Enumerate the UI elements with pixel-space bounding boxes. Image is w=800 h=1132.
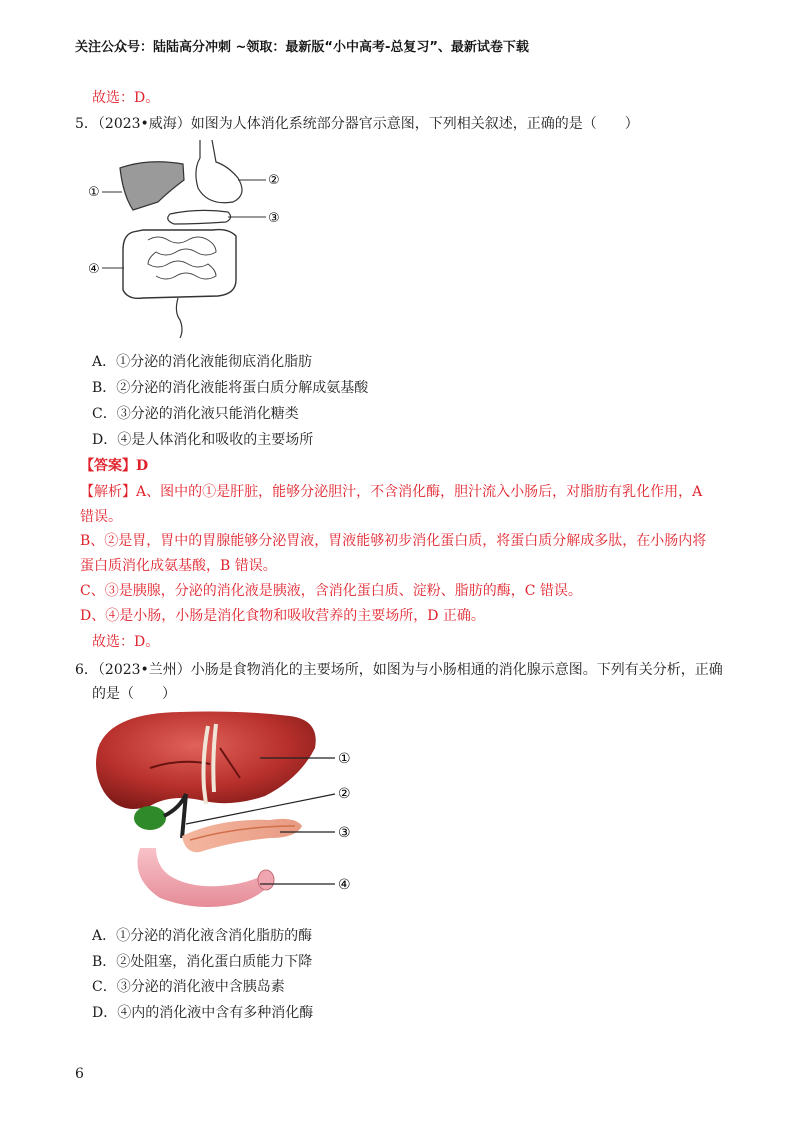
q5-option-c: C．③分泌的消化液只能消化糖类	[92, 406, 299, 422]
q5-analysis-line-3: B、②是胃，胃中的胃腺能够分泌胃液，胃液能够初步消化蛋白质，将蛋白质分解成多肽，在小肠内将	[80, 533, 707, 549]
page-number: 6	[75, 1066, 84, 1082]
fig2-label-4: ④	[338, 877, 351, 893]
liver-shape	[120, 162, 184, 210]
q5-analysis-line-6: D、④是小肠，小肠是消化食物和吸收营养的主要场所，D 正确。	[80, 608, 485, 624]
duodenum-shape	[138, 848, 271, 907]
q6-option-a: A．①分泌的消化液含消化脂肪的酶	[92, 928, 313, 944]
pancreas-shape	[182, 819, 302, 852]
q5-answer: 【答案】D	[80, 458, 149, 474]
fig2-label-2: ②	[338, 786, 351, 802]
q5-option-d: D．④是人体消化和吸收的主要场所	[92, 432, 314, 448]
fig1-label-4: ④	[88, 262, 100, 277]
question-6-stem-line-1: 6．（2023•兰州）小肠是食物消化的主要场所，如图为与小肠相通的消化腺示意图。下列有关分析，正确	[75, 662, 723, 678]
q5-conclusion: 故选：D。	[92, 634, 160, 650]
fig2-label-1: ①	[338, 751, 351, 767]
fig1-label-3: ③	[268, 211, 280, 226]
small-intestine-shape	[148, 237, 216, 279]
fig2-label-3: ③	[338, 825, 351, 841]
q6-option-c: C．③分泌的消化液中含胰岛素	[92, 979, 285, 995]
fig1-label-2: ②	[268, 173, 280, 188]
digestive-glands-figure	[90, 708, 370, 918]
q5-analysis-line-2: 错误。	[80, 509, 122, 525]
gallbladder-shape	[134, 806, 166, 830]
stomach-shape	[196, 140, 242, 203]
question-6-stem-line-2: 的是（ ）	[92, 686, 176, 702]
q5-analysis-line-5: C、③是胰腺，分泌的消化液是胰液，含消化蛋白质、淀粉、脂肪的酶，C 错误。	[80, 583, 582, 599]
large-intestine-shape	[123, 230, 236, 299]
q5-analysis-line-4: 蛋白质消化成氨基酸，B 错误。	[80, 558, 277, 574]
q5-option-a: A．①分泌的消化液能彻底消化脂肪	[92, 354, 313, 370]
pancreas-shape	[168, 210, 231, 224]
page-header: 关注公众号：陆陆高分冲刺 ~领取：最新版“小中高考-总复习”、最新试卷下载	[75, 40, 529, 55]
q6-option-b: B．②处阻塞，消化蛋白质能力下降	[92, 954, 313, 970]
fig1-label-1: ①	[88, 185, 100, 200]
q6-option-d: D．④内的消化液中含有多种消化酶	[92, 1005, 314, 1021]
digestive-system-figure	[88, 140, 288, 340]
q5-analysis-line-1: 【解析】A、图中的①是肝脏，能够分泌胆汁，不含消化酶，胆汁流入小肠后，对脂肪有乳化作用，A	[80, 484, 703, 500]
question-5-stem: 5．（2023•威海）如图为人体消化系统部分器官示意图，下列相关叙述，正确的是（ ）	[75, 116, 639, 132]
q5-option-b: B．②分泌的消化液能将蛋白质分解成氨基酸	[92, 380, 369, 396]
previous-answer: 故选：D。	[92, 90, 160, 106]
